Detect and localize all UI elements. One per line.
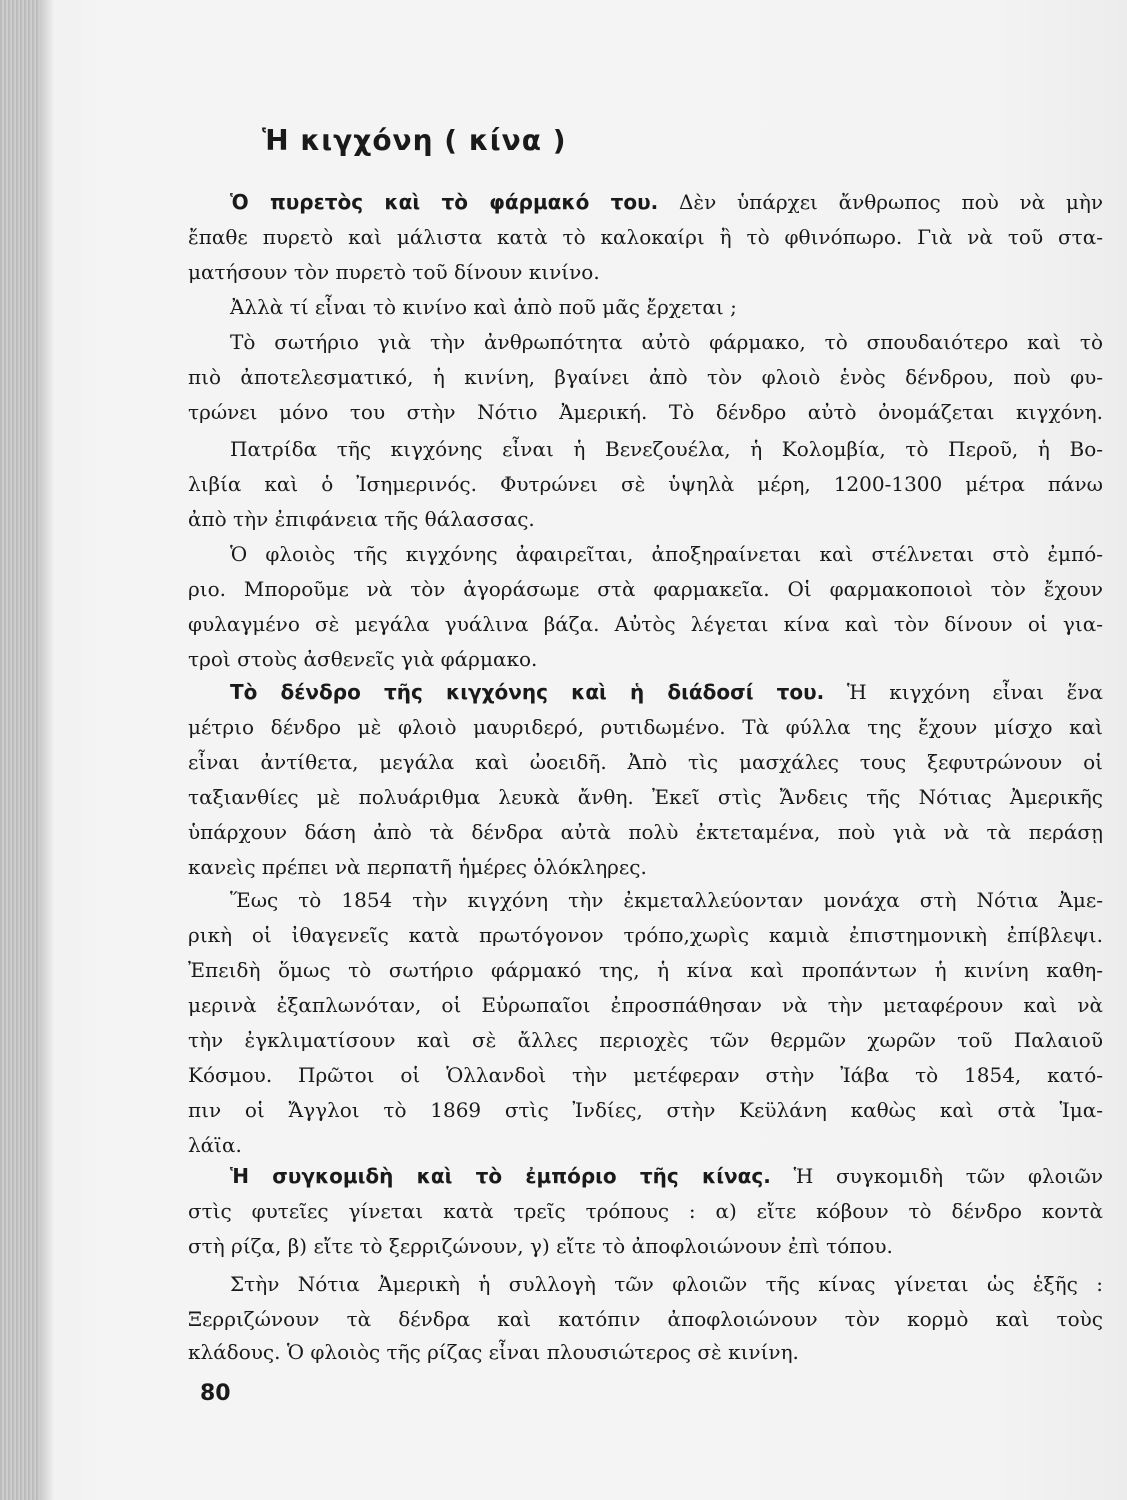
page-stack-edge	[0, 0, 40, 1500]
text-line: πιὸ ἀποτελεσματικό, ἡ κινίνη, βγαίνει ἀπὸ τὸν φλοιὸ ἑνὸς δένδρου, ποὺ φυ-	[188, 365, 1103, 389]
text-line: Πατρίδα τῆς κιγχόνης εἶναι ἡ Βενεζουέλα, ἡ Κολομβία, τὸ Περοῦ, ἡ Βο-	[230, 437, 1103, 461]
text-line: Ἡ συγκομιδὴ καὶ τὸ ἐμπόριο τῆς κίνας. Ἡ συγκομιδὴ τῶν φλοιῶν	[230, 1164, 1103, 1188]
text-line: μέτριο δένδρο μὲ φλοιὸ μαυριδερό, ρυτιδωμένο. Τὰ φύλλα της ἔχουν μίσχο καὶ	[188, 715, 1103, 739]
text-line: ἀπὸ τὴν ἐπιφάνεια τῆς θάλασσας.	[188, 507, 535, 531]
section-heading-harvest: Ἡ συγκομιδὴ καὶ τὸ ἐμπόριο τῆς κίνας.	[230, 1164, 771, 1188]
text-line: λιβία καὶ ὁ Ἰσημερινός. Φυτρώνει σὲ ὑψηλὰ μέρη, 1200-1300 μέτρα πάνω	[188, 472, 1103, 496]
text-line: Ὁ πυρετὸς καὶ τὸ φάρμακό του. Δὲν ὑπάρχει ἄνθρωπος ποὺ νὰ μὴν	[230, 190, 1103, 214]
text-line: Στὴν Νότια Ἀμερικὴ ἡ συλλογὴ τῶν φλοιῶν τῆς κίνας γίνεται ὡς ἑξῆς :	[230, 1272, 1103, 1296]
text-line: Ἐπειδὴ ὅμως τὸ σωτήριο φάρμακό της, ἡ κίνα καὶ προπάντων ἡ κινίνη καθη-	[188, 958, 1103, 982]
text-line: τρώνει μόνο του στὴν Νότιο Ἀμερική. Τὸ δένδρο αὐτὸ ὀνομάζεται κιγχόνη.	[188, 400, 1103, 424]
text-line: στὴ ρίζα, β) εἴτε τὸ ξερριζώνουν, γ) εἴτε τὸ ἀποφλοιώνουν ἐπὶ τόπου.	[188, 1234, 893, 1258]
text-line: Ἕως τὸ 1854 τὴν κιγχόνη τὴν ἐκμεταλλεύονταν μονάχα στὴ Νότια Ἀμε-	[230, 888, 1103, 912]
text-line: φυλαγμένο σὲ μεγάλα γυάλινα βάζα. Αὐτὸς λέγεται κίνα καὶ τὸν δίνουν οἱ για-	[188, 612, 1103, 636]
text-line: τὴν ἐγκλιματίσουν καὶ σὲ ἄλλες περιοχὲς τῶν θερμῶν χωρῶν τοῦ Παλαιοῦ	[188, 1028, 1103, 1052]
text-line: λάϊα.	[188, 1133, 242, 1157]
text-line: ριο. Μποροῦμε νὰ τὸν ἀγοράσωμε στὰ φαρμακεῖα. Οἱ φαρμακοποιοὶ τὸν ἔχουν	[188, 577, 1103, 601]
text-line: μερινὰ ἐξαπλωνόταν, οἱ Εὐρωπαῖοι ἐπροσπάθησαν νὰ τὴν μεταφέρουν καὶ νὰ	[188, 993, 1103, 1017]
section-heading-fever: Ὁ πυρετὸς καὶ τὸ φάρμακό του.	[230, 190, 659, 214]
text-line: εἶναι ἀντίθετα, μεγάλα καὶ ὠοειδῆ. Ἀπὸ τὶς μασχάλες τους ξεφυτρώνουν οἱ	[188, 750, 1103, 774]
text-line: ἔπαθε πυρετὸ καὶ μάλιστα κατὰ τὸ καλοκαίρι ἢ τὸ φθινόπωρο. Γιὰ νὰ τοῦ στα-	[188, 225, 1103, 249]
text-line: κανεὶς πρέπει νὰ περπατῆ ἡμέρες ὁλόκληρες.	[188, 855, 647, 879]
text-line: πιν οἱ Ἄγγλοι τὸ 1869 στὶς Ἰνδίες, στὴν Κεϋλάνη καθὼς καὶ στὰ Ἱμα-	[188, 1098, 1103, 1122]
text-line: Ξερριζώνουν τὰ δένδρα καὶ κατόπιν ἀποφλοιώνουν τὸν κορμὸ καὶ τοὺς	[188, 1307, 1103, 1331]
page-number: 80	[200, 1381, 231, 1406]
text-line: ρικὴ οἱ ἰθαγενεῖς κατὰ πρωτόγονον τρόπο,χωρὶς καμιὰ ἐπιστημονικὴ ἐπίβλεψι.	[188, 923, 1103, 947]
text-line: στὶς φυτεῖες γίνεται κατὰ τρεῖς τρόπους : α) εἴτε κόβουν τὸ δένδρο κοντὰ	[188, 1199, 1103, 1223]
text-line: Τὸ δένδρο τῆς κιγχόνης καὶ ἡ διάδοσί του. Ἡ κιγχόνη εἶναι ἕνα	[230, 680, 1104, 704]
text-line: κλάδους. Ὁ φλοιὸς τῆς ρίζας εἶναι πλουσιώτερος σὲ κινίνη.	[188, 1340, 799, 1364]
text-line: ματήσουν τὸν πυρετὸ τοῦ δίνουν κινίνο.	[188, 260, 600, 284]
text-line: τροὶ στοὺς ἀσθενεῖς γιὰ φάρμακο.	[188, 647, 538, 671]
text-line: Τὸ σωτήριο γιὰ τὴν ἀνθρωπότητα αὐτὸ φάρμακο, τὸ σπουδαιότερο καὶ τὸ	[230, 330, 1103, 354]
text-line: ταξιανθίες μὲ πολυάριθμα λευκὰ ἄνθη. Ἐκεῖ στὶς Ἄνδεις τῆς Νότιας Ἀμερικῆς	[188, 785, 1103, 809]
page-gutter-shadow	[40, 0, 54, 1500]
text-line: Ὁ φλοιὸς τῆς κιγχόνης ἀφαιρεῖται, ἀποξηραίνεται καὶ στέλνεται στὸ ἐμπό-	[230, 542, 1103, 566]
page-title: Ἡ κιγχόνη ( κίνα )	[262, 124, 567, 157]
text-line: ὑπάρχουν δάση ἀπὸ τὰ δένδρα αὐτὰ πολὺ ἐκτεταμένα, ποὺ γιὰ νὰ τὰ περάσῃ	[188, 820, 1103, 844]
text-line: Ἀλλὰ τί εἶναι τὸ κινίνο καὶ ἀπὸ ποῦ μᾶς ἔρχεται ;	[230, 295, 737, 319]
text-line: Κόσμου. Πρῶτοι οἱ Ὁλλανδοὶ τὴν μετέφεραν στὴν Ἰάβα τὸ 1854, κατό-	[188, 1063, 1103, 1087]
section-heading-tree: Τὸ δένδρο τῆς κιγχόνης καὶ ἡ διάδοσί του.	[230, 680, 825, 704]
